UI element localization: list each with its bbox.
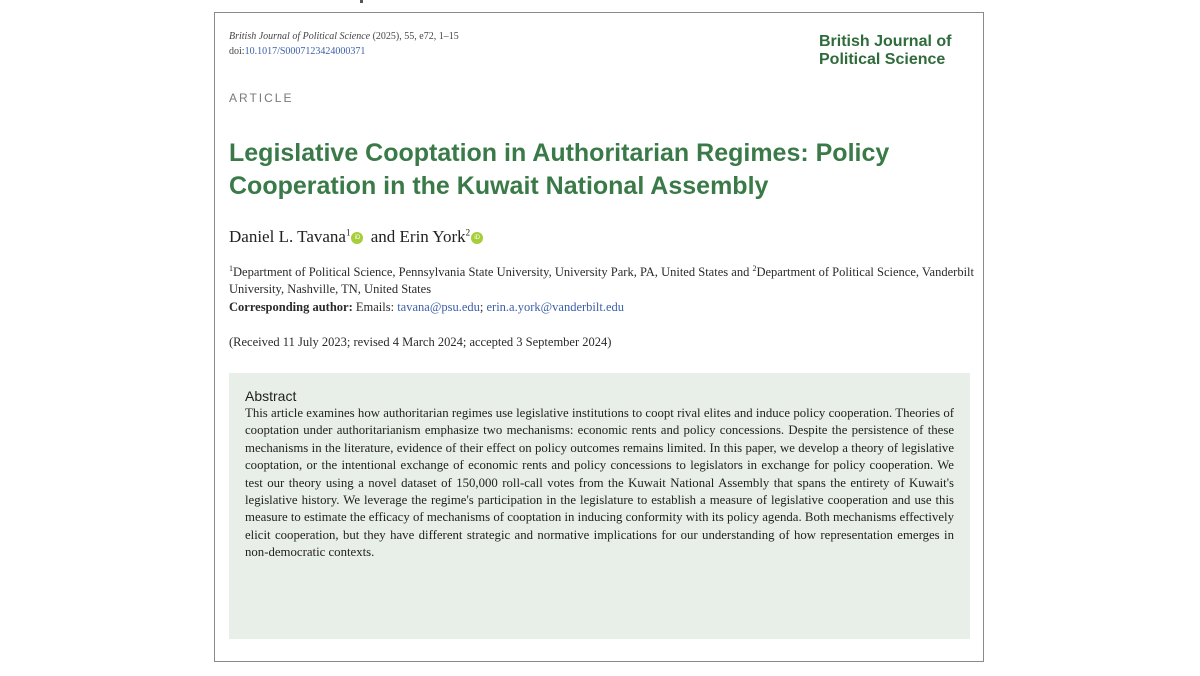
affiliation-text: Department of Political Science, Vanderbilt University, Nashville, TN, United States bbox=[229, 265, 974, 297]
affiliation-sup: 2 bbox=[752, 264, 757, 273]
doi-prefix: doi: bbox=[229, 46, 245, 57]
abstract-text: This article examines how authoritarian regimes use legislative institutions to coopt rival elites and induce policy cooperation. Theories of cooptation under authoritarianism emphasize two mechanisms: economic rents and policy concessions. Despite the persistence of these mechanisms in the literature, evidence of their effect on policy outcomes remains limited. In this paper, we develop a theory of legislative cooptation, or the intentional exchange of economic rents and policy concessions to legislators in exchange for policy cooperation. We test our theory using a novel dataset of 150,000 roll-call votes from the Kuwait National Assembly that spans the entirety of Kuwait's legislative history. We leverage the regime's participation in the legislature to establish a measure of legislative cooperation and use this measure to estimate the efficacy of mechanisms of cooptation in inducing conformity with its policy agenda. Both mechanisms effectively elicit cooperation, but they have different strategic and normative implications for our understanding of how representation emerges in non-democratic contexts. bbox=[245, 406, 954, 560]
emails-label: Emails: bbox=[352, 300, 398, 314]
journal-logo bbox=[819, 33, 951, 69]
citation-details: (2025), 55, e72, 1–15 bbox=[370, 31, 459, 42]
orcid-icon[interactable]: iD bbox=[351, 232, 363, 244]
author-name[interactable]: Erin York bbox=[399, 227, 466, 246]
received-dates: (Received 11 July 2023; revised 4 March 2024; accepted 3 September 2024) bbox=[229, 335, 612, 349]
email-link[interactable]: tavana@psu.edu bbox=[397, 300, 480, 314]
author-connector: and bbox=[366, 227, 400, 246]
affiliation-sup: 1 bbox=[229, 264, 233, 273]
journal-logo-line2: Political Science bbox=[819, 51, 946, 68]
affiliations bbox=[229, 260, 974, 298]
orcid-icon[interactable]: iD bbox=[471, 232, 483, 244]
article-first-page bbox=[214, 12, 984, 662]
author-name[interactable]: Daniel L. Tavana bbox=[229, 227, 346, 246]
email-link[interactable]: erin.a.york@vanderbilt.edu bbox=[486, 300, 624, 314]
citation-journal: British Journal of Political Science bbox=[229, 31, 371, 42]
author-affiliation-sup: 1 bbox=[345, 227, 351, 238]
doi-link[interactable]: 10.1017/S0007123424000371 bbox=[244, 46, 366, 57]
journal-logo-line1: British Journal of bbox=[819, 33, 952, 50]
abstract-heading: Abstract bbox=[245, 388, 297, 404]
corresponding-author bbox=[229, 300, 624, 315]
corresponding-label: Corresponding author: bbox=[229, 300, 353, 314]
email-separator: ; bbox=[479, 300, 487, 314]
affiliation-text: Department of Political Science, Pennsylvania State University, University Park, PA, United States and bbox=[233, 265, 753, 280]
author-list bbox=[229, 227, 486, 247]
citation-line bbox=[229, 29, 459, 44]
article-type-label: ARTICLE bbox=[229, 91, 294, 105]
abstract-box bbox=[229, 373, 970, 639]
citation-block bbox=[229, 29, 459, 59]
author-affiliation-sup: 2 bbox=[465, 227, 471, 238]
doi-line bbox=[229, 44, 459, 59]
article-title: Legislative Cooptation in Authoritarian Regimes: Policy Cooperation in the Kuwait National Assembly bbox=[229, 139, 890, 200]
stray-mark bbox=[360, 0, 363, 3]
